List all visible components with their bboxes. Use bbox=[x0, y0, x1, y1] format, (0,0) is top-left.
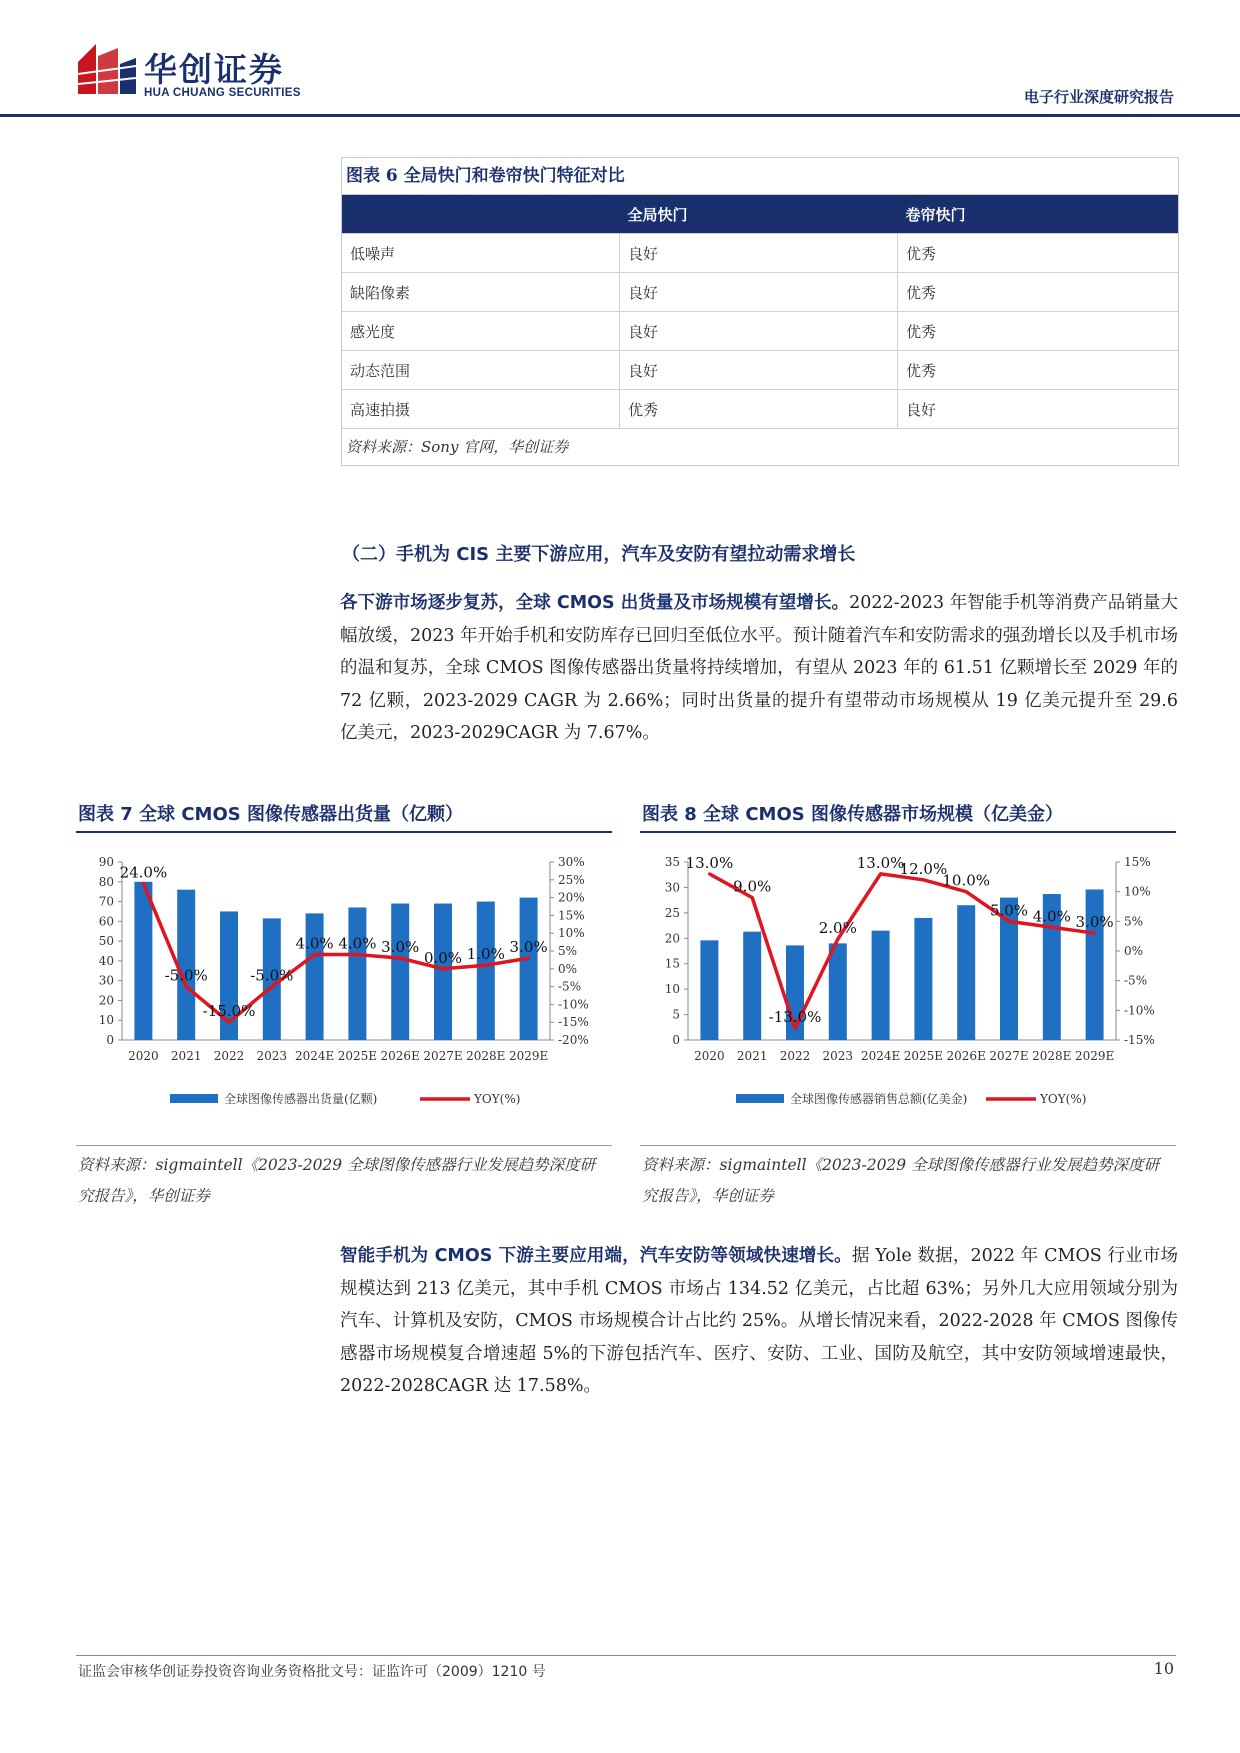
y-left-tick-label: 70 bbox=[98, 894, 114, 909]
table-cell: 动态范围 bbox=[342, 351, 620, 390]
legend-line-label: YOY(%) bbox=[474, 1092, 521, 1106]
bar bbox=[348, 907, 366, 1040]
logo-chinese-name: 华创证券 bbox=[144, 50, 284, 89]
report-type-title: 电子行业深度研究报告 bbox=[1023, 88, 1174, 106]
bar bbox=[700, 940, 718, 1040]
yoy-point bbox=[708, 872, 711, 875]
yoy-data-label: 3.0% bbox=[381, 938, 420, 957]
table-cell: 缺陷像素 bbox=[342, 273, 620, 312]
figure-7-source-note: 资料来源：sigmaintell《2023-2029 全球图像传感器行业发展趋势深度研究报告》，华创证券 bbox=[78, 1156, 596, 1205]
yoy-data-label: 13.0% bbox=[685, 853, 734, 872]
x-tick-label: 2022 bbox=[213, 1049, 245, 1063]
yoy-point bbox=[442, 967, 445, 970]
yoy-data-label: 1.0% bbox=[466, 945, 505, 964]
y-right-tick-label: -5% bbox=[1124, 973, 1148, 988]
y-left-tick-label: 40 bbox=[98, 953, 114, 968]
shipment-volume-chart bbox=[70, 850, 620, 1120]
table-header-cell: 全局快门 bbox=[620, 195, 898, 234]
y-left-tick-label: 0 bbox=[672, 1033, 680, 1047]
yoy-point bbox=[1093, 932, 1096, 935]
figure-title-divider bbox=[640, 831, 1176, 833]
yoy-data-label: 4.0% bbox=[1032, 907, 1071, 926]
y-right-tick-label: -10% bbox=[1124, 1003, 1155, 1018]
table-cell: 低噪声 bbox=[342, 234, 620, 273]
table-cell: 高速拍摄 bbox=[342, 390, 620, 429]
table-cell: 良好 bbox=[620, 351, 898, 390]
yoy-data-label: -15.0% bbox=[202, 1002, 256, 1021]
yoy-point bbox=[313, 953, 316, 956]
yoy-data-label: 10.0% bbox=[942, 871, 991, 890]
y-left-tick-label: 35 bbox=[664, 855, 680, 869]
yoy-data-label: 3.0% bbox=[509, 938, 548, 957]
paragraph-lead: 智能手机为 CMOS 下游主要应用端，汽车安防等领域快速增长。 bbox=[340, 1246, 852, 1266]
y-left-tick-label: 80 bbox=[98, 874, 114, 889]
bar bbox=[743, 932, 761, 1040]
table-cell: 优秀 bbox=[898, 273, 1179, 312]
y-right-tick-label: 20% bbox=[558, 890, 585, 905]
bar bbox=[134, 882, 152, 1040]
yoy-point bbox=[1050, 926, 1053, 929]
y-left-tick-label: 50 bbox=[98, 934, 114, 949]
bar bbox=[434, 904, 452, 1040]
table-header-cell bbox=[342, 195, 620, 234]
body-paragraph bbox=[340, 587, 1178, 750]
x-tick-label: 2028E bbox=[1032, 1049, 1072, 1063]
x-tick-label: 2023 bbox=[256, 1049, 288, 1063]
company-logo-icon bbox=[78, 44, 136, 94]
figure-7-title: 图表 7 全球 CMOS 图像传感器出货量（亿颗） bbox=[78, 804, 463, 825]
yoy-data-label: 2.0% bbox=[818, 919, 857, 938]
paragraph-text: 2022-2023 年智能手机等消费产品销量大幅放缓，2023 年开始手机和安防库存已回归至低位水平。预计随着汽车和安防需求的强劲增长以及手机市场的温和复苏，全球 CMOS 图像传感器出货量将持续增加，有望从 2023 年的 61.51 亿颗增长至 2029 年的 72 亿颗，2023-2029 CAGR 为 2.66%；同时出货量的提升有望带动市场规模从 19 亿美元提升至 29.6 亿美元，2023-2029CAGR 为 7.67%。 bbox=[340, 593, 1178, 743]
yoy-point bbox=[527, 957, 530, 960]
legend-bar-label: 全球图像传感器销售总额(亿美金) bbox=[790, 1092, 968, 1106]
yoy-point bbox=[922, 878, 925, 881]
bar bbox=[1086, 889, 1104, 1040]
yoy-data-label: 4.0% bbox=[295, 934, 334, 953]
y-left-tick-label: 20 bbox=[664, 931, 680, 946]
x-tick-label: 2023 bbox=[822, 1049, 854, 1063]
bar bbox=[520, 898, 538, 1040]
yoy-point bbox=[270, 985, 273, 988]
market-size-chart bbox=[636, 850, 1186, 1120]
body-paragraph bbox=[340, 1240, 1178, 1403]
y-right-tick-label: 15% bbox=[558, 908, 585, 923]
x-tick-label: 2027E bbox=[989, 1049, 1029, 1063]
x-tick-label: 2026E bbox=[380, 1049, 420, 1063]
yoy-point bbox=[185, 985, 188, 988]
y-left-tick-label: 10 bbox=[664, 982, 680, 997]
legend-bar-swatch bbox=[736, 1094, 784, 1103]
bar bbox=[872, 931, 890, 1040]
y-right-tick-label: 10% bbox=[558, 926, 585, 941]
header-divider bbox=[0, 114, 1240, 117]
figure-title-divider bbox=[76, 831, 612, 833]
legend-line-label: YOY(%) bbox=[1040, 1092, 1087, 1106]
yoy-data-label: 24.0% bbox=[119, 863, 168, 882]
legend-bar-label: 全球图像传感器出货量(亿颗) bbox=[224, 1092, 378, 1106]
yoy-point bbox=[1008, 920, 1011, 923]
y-left-tick-label: 90 bbox=[98, 855, 114, 869]
y-left-tick-label: 20 bbox=[98, 993, 114, 1008]
bar bbox=[477, 902, 495, 1040]
bar bbox=[829, 943, 847, 1040]
y-right-tick-label: 5% bbox=[558, 944, 578, 958]
yoy-data-label: 13.0% bbox=[856, 853, 905, 872]
x-tick-label: 2021 bbox=[736, 1049, 768, 1063]
bar bbox=[391, 904, 409, 1040]
table-header-cell: 卷帘快门 bbox=[898, 195, 1179, 234]
section-heading: （二）手机为 CIS 主要下游应用，汽车及安防有望拉动需求增长 bbox=[342, 544, 856, 565]
y-right-tick-label: -15% bbox=[558, 1015, 589, 1030]
x-tick-label: 2029E bbox=[1074, 1049, 1115, 1063]
x-tick-label: 2025E bbox=[337, 1049, 378, 1063]
yoy-data-label: -5.0% bbox=[164, 966, 208, 985]
page-number: 10 bbox=[1153, 1659, 1174, 1678]
x-tick-label: 2026E bbox=[946, 1049, 986, 1063]
yoy-point bbox=[356, 953, 359, 956]
yoy-point bbox=[751, 896, 754, 899]
y-right-tick-label: 0% bbox=[1124, 944, 1144, 958]
y-right-tick-label: 15% bbox=[1124, 855, 1151, 869]
y-right-tick-label: -20% bbox=[558, 1033, 589, 1047]
y-left-tick-label: 10 bbox=[98, 1013, 114, 1028]
bar bbox=[177, 890, 195, 1040]
yoy-data-label: 9.0% bbox=[733, 877, 772, 896]
y-left-tick-label: 15 bbox=[664, 956, 680, 971]
comparison-table bbox=[342, 195, 1178, 428]
table-title: 图表 6 全局快门和卷帘快门特征对比 bbox=[342, 158, 1178, 195]
y-left-tick-label: 0 bbox=[106, 1033, 114, 1047]
table-row bbox=[342, 234, 1178, 273]
yoy-point bbox=[879, 872, 882, 875]
table-cell: 良好 bbox=[620, 312, 898, 351]
bar bbox=[914, 918, 932, 1040]
table-cell: 优秀 bbox=[620, 390, 898, 429]
table-cell: 优秀 bbox=[898, 312, 1179, 351]
y-right-tick-label: 25% bbox=[558, 872, 585, 887]
yoy-data-label: 4.0% bbox=[338, 934, 377, 953]
y-right-tick-label: 0% bbox=[558, 961, 578, 976]
y-right-tick-label: 10% bbox=[1124, 884, 1151, 899]
logo-english-name: HUA CHUANG SECURITIES bbox=[144, 87, 301, 99]
y-right-tick-label: -5% bbox=[558, 979, 582, 994]
y-left-tick-label: 30 bbox=[98, 973, 114, 988]
paragraph-lead: 各下游市场逐步复苏，全球 CMOS 出货量及市场规模有望增长。 bbox=[340, 593, 850, 613]
yoy-point bbox=[484, 964, 487, 967]
figure-8-title: 图表 8 全球 CMOS 图像传感器市场规模（亿美金） bbox=[642, 804, 1063, 825]
yoy-line bbox=[709, 871, 1094, 1028]
yoy-point bbox=[965, 890, 968, 893]
footer-license-note: 证监会审核华创证券投资咨询业务资格批文号：证监许可（2009）1210 号 bbox=[78, 1664, 546, 1680]
paragraph-text: 据 Yole 数据，2022 年 CMOS 行业市场规模达到 213 亿美元，其中手机 CMOS 市场占 134.52 亿美元，占比超 63%；另外几大应用领域分别为汽车、计算机及安防，CMOS 市场规模合计占比约 25%。从增长情况来看，2022-2028 年 CMOS 图像传感器市场规模复合增速超 5%的下游包括汽车、医疗、安防、工业、国防及航空，其中安防领域增速最快，2022-2028CAGR 达 17.58%。 bbox=[340, 1246, 1179, 1396]
x-tick-label: 2020 bbox=[128, 1049, 159, 1063]
y-right-tick-label: -15% bbox=[1124, 1033, 1155, 1047]
figure-source-divider bbox=[640, 1145, 1176, 1146]
yoy-point bbox=[794, 1027, 797, 1030]
yoy-data-label: 3.0% bbox=[1075, 913, 1114, 932]
table-header-row bbox=[342, 195, 1178, 234]
y-left-tick-label: 60 bbox=[98, 914, 114, 929]
bar bbox=[306, 913, 324, 1040]
table-row bbox=[342, 273, 1178, 312]
x-tick-label: 2029E bbox=[508, 1049, 549, 1063]
yoy-data-label: 12.0% bbox=[899, 859, 948, 878]
table-cell: 良好 bbox=[620, 273, 898, 312]
footer-divider bbox=[76, 1655, 1176, 1656]
table-row bbox=[342, 312, 1178, 351]
x-tick-label: 2025E bbox=[903, 1049, 944, 1063]
y-left-tick-label: 25 bbox=[664, 905, 680, 920]
x-tick-label: 2020 bbox=[694, 1049, 725, 1063]
x-tick-label: 2028E bbox=[466, 1049, 506, 1063]
figure-source-divider bbox=[76, 1145, 612, 1146]
legend-bar-swatch bbox=[170, 1094, 218, 1103]
y-right-tick-label: -10% bbox=[558, 997, 589, 1012]
yoy-point bbox=[228, 1021, 231, 1024]
table-row bbox=[342, 351, 1178, 390]
x-tick-label: 2024E bbox=[294, 1049, 335, 1063]
y-right-tick-label: 5% bbox=[1124, 914, 1144, 929]
yoy-data-label: -5.0% bbox=[250, 966, 294, 985]
yoy-point bbox=[142, 882, 145, 885]
x-tick-label: 2027E bbox=[423, 1049, 463, 1063]
y-left-tick-label: 5 bbox=[672, 1007, 680, 1022]
comparison-table-figure bbox=[341, 157, 1179, 466]
yoy-data-label: -13.0% bbox=[768, 1008, 822, 1027]
table-cell: 优秀 bbox=[898, 351, 1179, 390]
table-cell: 感光度 bbox=[342, 312, 620, 351]
table-source-note: 资料来源：Sony 官网，华创证券 bbox=[342, 428, 1178, 465]
table-cell: 优秀 bbox=[898, 234, 1179, 273]
yoy-data-label: 0.0% bbox=[423, 948, 463, 967]
table-cell: 良好 bbox=[620, 234, 898, 273]
table-row bbox=[342, 390, 1178, 429]
yoy-data-label: 5.0% bbox=[989, 901, 1029, 920]
yoy-point bbox=[399, 957, 402, 960]
y-left-tick-label: 30 bbox=[664, 880, 680, 895]
x-tick-label: 2024E bbox=[860, 1049, 901, 1063]
x-tick-label: 2022 bbox=[779, 1049, 811, 1063]
yoy-point bbox=[836, 938, 839, 941]
figure-8-source-note: 资料来源：sigmaintell《2023-2029 全球图像传感器行业发展趋势深度研究报告》，华创证券 bbox=[642, 1156, 1160, 1205]
table-cell: 良好 bbox=[898, 390, 1179, 429]
x-tick-label: 2021 bbox=[170, 1049, 202, 1063]
bar bbox=[957, 905, 975, 1040]
y-right-tick-label: 30% bbox=[558, 855, 585, 869]
